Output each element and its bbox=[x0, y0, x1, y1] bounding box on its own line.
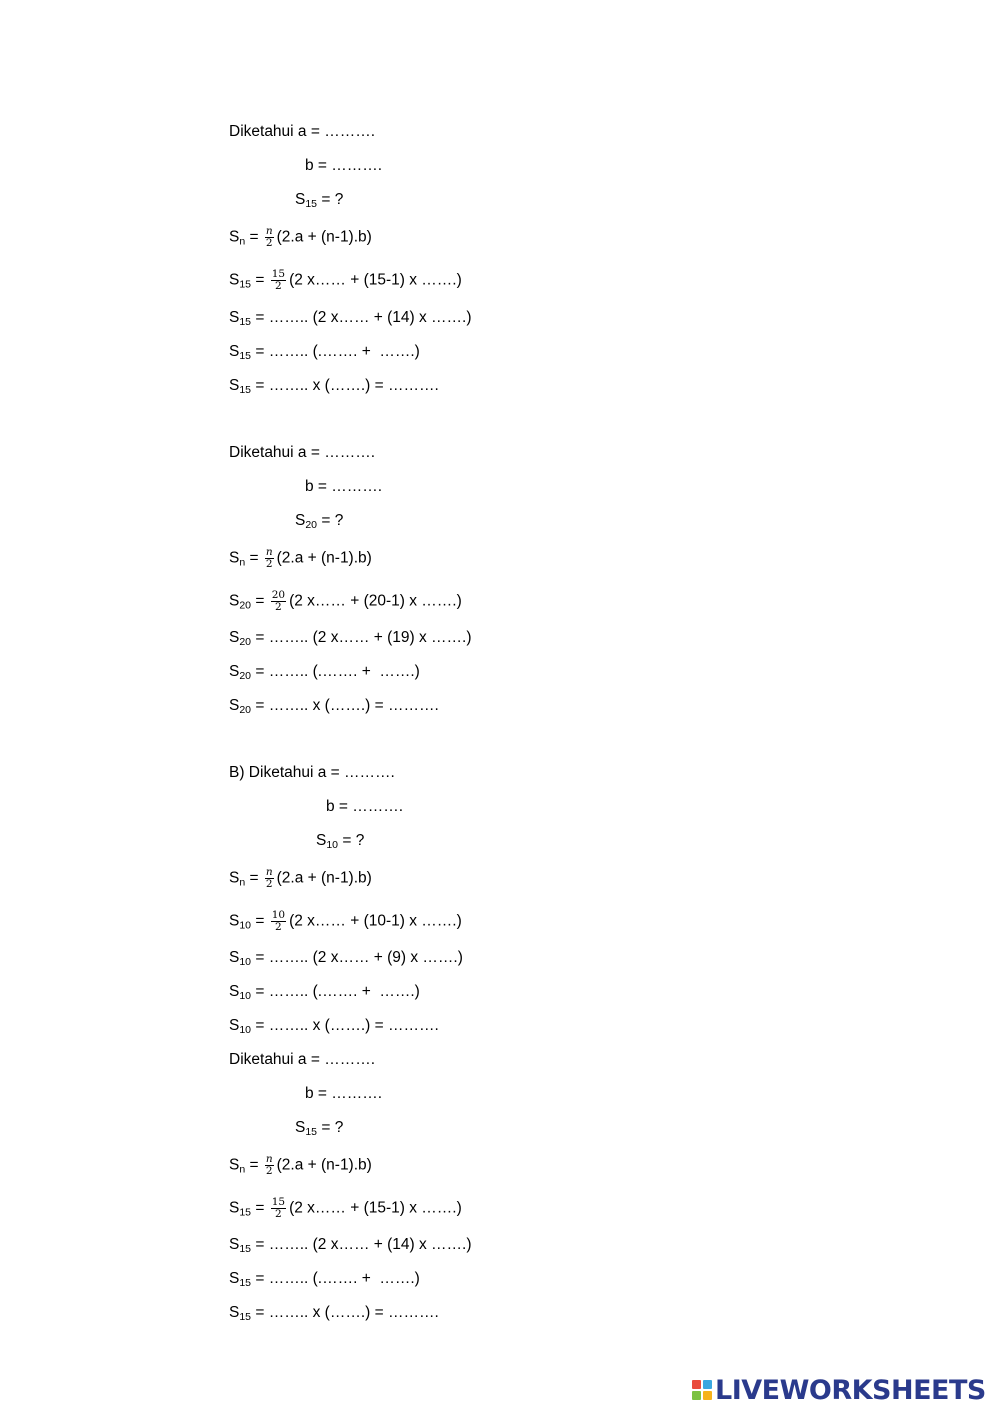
block3-step3 bbox=[229, 982, 420, 1002]
equals: = bbox=[251, 592, 269, 610]
expr: = …….. x (…….) = ………. bbox=[251, 697, 439, 714]
subscript: 15 bbox=[239, 384, 252, 396]
fraction bbox=[265, 867, 274, 890]
equals: = bbox=[245, 549, 263, 567]
expr: = …….. (2 x…… + (9) x …….) bbox=[251, 949, 463, 966]
equals: = bbox=[245, 1156, 263, 1174]
expr: = ? bbox=[317, 512, 344, 529]
block2-given-b: b = ………. bbox=[305, 478, 383, 495]
subscript: 15 bbox=[239, 1311, 252, 1323]
fraction-denominator: 2 bbox=[275, 280, 282, 292]
fraction bbox=[265, 547, 274, 570]
block4-question bbox=[295, 1118, 343, 1138]
subscript: 10 bbox=[239, 1024, 252, 1036]
fraction-numerator: 15 bbox=[271, 1196, 286, 1208]
s-label: S bbox=[229, 912, 240, 930]
block4-given-a: Diketahui a = ………. bbox=[229, 1051, 376, 1068]
s-label: S bbox=[229, 629, 240, 646]
expr: = …….. (.……. + …….) bbox=[251, 663, 420, 680]
block3-question bbox=[316, 831, 364, 851]
block3-result bbox=[229, 1016, 439, 1036]
s-label: S bbox=[229, 663, 240, 680]
s-label: S bbox=[229, 1304, 240, 1321]
block2-result bbox=[229, 696, 439, 716]
expr: = …….. x (…….) = ………. bbox=[251, 377, 439, 394]
block4-step2 bbox=[229, 1235, 472, 1255]
fraction bbox=[271, 910, 286, 933]
expr: = …….. x (…….) = ………. bbox=[251, 1304, 439, 1321]
subscript: 20 bbox=[305, 519, 318, 531]
block4-given-b: b = ………. bbox=[305, 1085, 383, 1102]
equals: = bbox=[251, 1199, 269, 1217]
logo-square-red bbox=[692, 1380, 701, 1389]
s-label: S bbox=[229, 377, 240, 394]
expr: (2 x…… + (15-1) x …….) bbox=[289, 271, 462, 289]
expr: (2.a + (n-1).b) bbox=[276, 1156, 372, 1174]
s-label: S bbox=[229, 1156, 240, 1174]
subscript: 10 bbox=[326, 839, 339, 851]
logo-square-green bbox=[692, 1391, 701, 1400]
block3-given-a: B) Diketahui a = ………. bbox=[229, 764, 395, 781]
s-label: S bbox=[229, 869, 240, 887]
expr: = …….. (2 x…… + (19) x …….) bbox=[251, 629, 472, 646]
subscript: 15 bbox=[305, 1126, 318, 1138]
expr: (2.a + (n-1).b) bbox=[276, 228, 372, 246]
logo-text: LIVEWORKSHEETS bbox=[715, 1374, 986, 1406]
expr: = ? bbox=[317, 191, 344, 208]
fraction-numerator: 10 bbox=[271, 909, 286, 921]
fraction-numerator: 15 bbox=[271, 268, 286, 280]
s-label: S bbox=[295, 1119, 306, 1136]
expr: = …….. (.……. + …….) bbox=[251, 343, 420, 360]
subscript: 15 bbox=[239, 316, 252, 328]
subscript: 20 bbox=[239, 636, 252, 648]
liveworksheets-logo[interactable] bbox=[692, 1374, 986, 1406]
block1-result bbox=[229, 376, 439, 396]
block3-step2 bbox=[229, 948, 463, 968]
fraction bbox=[271, 269, 286, 292]
block4-step1 bbox=[229, 1197, 462, 1220]
equals: = bbox=[251, 271, 269, 289]
fraction bbox=[271, 590, 286, 613]
logo-square-yellow bbox=[703, 1391, 712, 1400]
subscript: n bbox=[239, 1163, 246, 1176]
expr: = …….. (.……. + …….) bbox=[251, 983, 420, 1000]
fraction-numerator: 20 bbox=[271, 589, 286, 601]
fraction bbox=[271, 1197, 286, 1220]
subscript: 15 bbox=[239, 350, 252, 362]
block1-step3 bbox=[229, 342, 420, 362]
block3-step1 bbox=[229, 910, 462, 933]
fraction-numerator: n bbox=[265, 546, 273, 558]
block2-question bbox=[295, 511, 343, 531]
block4-formula bbox=[229, 1154, 372, 1177]
subscript: n bbox=[239, 876, 246, 889]
block2-step1 bbox=[229, 590, 462, 613]
block2-given-a: Diketahui a = ………. bbox=[229, 444, 376, 461]
subscript: 10 bbox=[239, 990, 252, 1002]
block1-given-a: Diketahui a = ………. bbox=[229, 123, 376, 140]
subscript: 10 bbox=[239, 919, 252, 932]
expr: (2 x…… + (20-1) x …….) bbox=[289, 592, 462, 610]
block4-result bbox=[229, 1303, 439, 1323]
s-label: S bbox=[229, 1017, 240, 1034]
s-label: S bbox=[229, 697, 240, 714]
logo-square-blue bbox=[703, 1380, 712, 1389]
expr: = ? bbox=[338, 832, 365, 849]
expr: = …….. x (…….) = ………. bbox=[251, 1017, 439, 1034]
fraction-denominator: 2 bbox=[275, 1208, 282, 1220]
subscript: 15 bbox=[239, 1206, 252, 1219]
block3-formula bbox=[229, 867, 372, 890]
fraction-numerator: n bbox=[265, 1153, 273, 1165]
equals: = bbox=[245, 869, 263, 887]
fraction-denominator: 2 bbox=[265, 237, 273, 249]
s-label: S bbox=[229, 1199, 240, 1217]
block2-step3 bbox=[229, 662, 420, 682]
s-label: S bbox=[229, 549, 240, 567]
subscript: 10 bbox=[239, 956, 252, 968]
s-label: S bbox=[316, 832, 327, 849]
expr: (2.a + (n-1).b) bbox=[276, 549, 372, 567]
s-label: S bbox=[229, 309, 240, 326]
s-label: S bbox=[229, 271, 240, 289]
subscript: n bbox=[239, 235, 246, 248]
fraction-denominator: 2 bbox=[265, 1165, 273, 1177]
expr: (2.a + (n-1).b) bbox=[276, 869, 372, 887]
block3-given-b: b = ………. bbox=[326, 798, 404, 815]
subscript: 15 bbox=[239, 1277, 252, 1289]
fraction-denominator: 2 bbox=[275, 601, 282, 613]
expr: (2 x…… + (15-1) x …….) bbox=[289, 1199, 462, 1217]
block2-formula bbox=[229, 547, 372, 570]
equals: = bbox=[251, 912, 269, 930]
subscript: 15 bbox=[305, 198, 318, 210]
expr: = ? bbox=[317, 1119, 344, 1136]
subscript: n bbox=[239, 556, 246, 569]
expr: = …….. (2 x…… + (14) x …….) bbox=[251, 1236, 472, 1253]
s-label: S bbox=[229, 949, 240, 966]
s-label: S bbox=[295, 191, 306, 208]
fraction-denominator: 2 bbox=[265, 558, 273, 570]
subscript: 15 bbox=[239, 278, 252, 291]
expr: (2 x…… + (10-1) x …….) bbox=[289, 912, 462, 930]
s-label: S bbox=[229, 983, 240, 1000]
block1-step2 bbox=[229, 308, 472, 328]
fraction-denominator: 2 bbox=[265, 878, 273, 890]
fraction-denominator: 2 bbox=[275, 921, 282, 933]
block4-step3 bbox=[229, 1269, 420, 1289]
s-label: S bbox=[229, 592, 240, 610]
block1-given-b: b = ………. bbox=[305, 157, 383, 174]
s-label: S bbox=[229, 1270, 240, 1287]
equals: = bbox=[245, 228, 263, 246]
block2-step2 bbox=[229, 628, 472, 648]
block1-step1 bbox=[229, 269, 462, 292]
subscript: 20 bbox=[239, 599, 252, 612]
fraction bbox=[265, 226, 274, 249]
subscript: 20 bbox=[239, 670, 252, 682]
expr: = …….. (.……. + …….) bbox=[251, 1270, 420, 1287]
subscript: 15 bbox=[239, 1243, 252, 1255]
s-label: S bbox=[229, 343, 240, 360]
fraction-numerator: n bbox=[265, 866, 273, 878]
liveworksheets-logo-icon bbox=[692, 1380, 712, 1400]
block1-formula bbox=[229, 226, 372, 249]
subscript: 20 bbox=[239, 704, 252, 716]
block1-question bbox=[295, 190, 343, 210]
s-label: S bbox=[229, 228, 240, 246]
fraction bbox=[265, 1154, 274, 1177]
expr: = …….. (2 x…… + (14) x …….) bbox=[251, 309, 472, 326]
s-label: S bbox=[229, 1236, 240, 1253]
fraction-numerator: n bbox=[265, 225, 273, 237]
s-label: S bbox=[295, 512, 306, 529]
